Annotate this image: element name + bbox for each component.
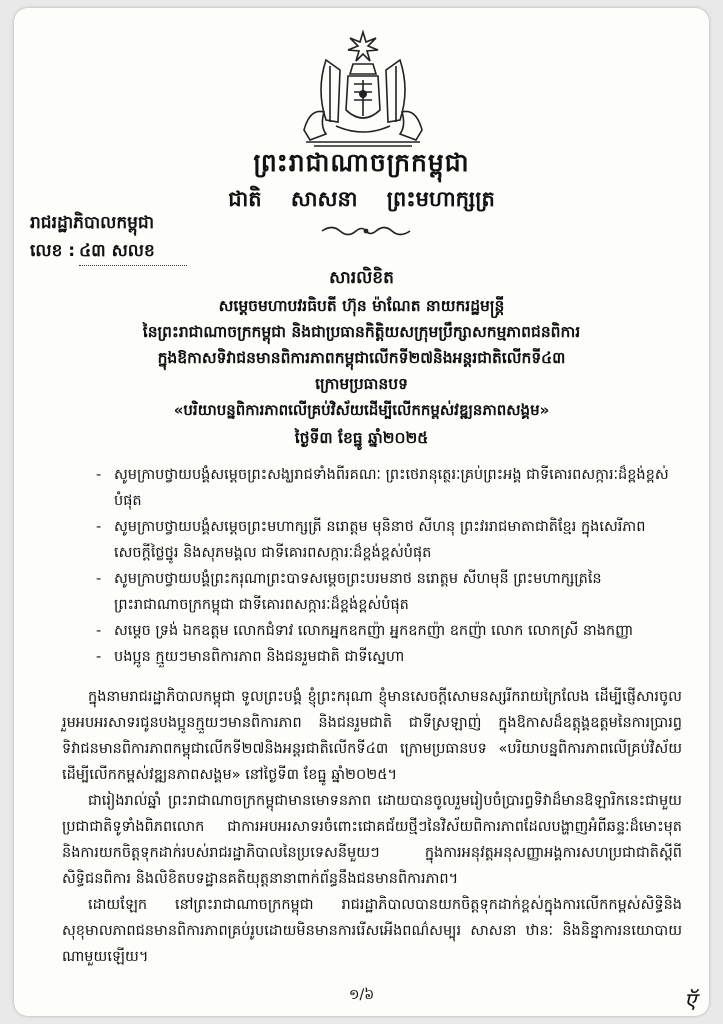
paragraph: ជារៀងរាល់ឆ្នាំ ព្រះរាជាណាចក្រកម្ពុជាមានមោទនភាព ដោយបានចូលរួមរៀបចំប្រារព្ធទិវាដ៏មានឱឡារិកនេះជាមួយប្រជាជាតិទូទាំងពិភពលោក ជាការអបអរសាទរចំពោះជោគជ័យថ្មីៗនៃវិស័យពិការភាពដែលបង្ហាញអំពីឆន្ទៈដ៏មោះមុតនិងការយកចិត្តទុកដាក់របស់រាជរដ្ឋាភិបាលនៃប្រទេសនីមួយៗ ក្នុងការអនុវត្តអនុសញ្ញាអង្គការសហប្រជាជាតិស្តីពីសិទ្ធិជនពិការ និងលិខិតបទដ្ឋានគតិយុត្តនានាពាក់ព័ន្ធនឹងជនមានពិការភាព។ — [62, 793, 682, 887]
kingdom-name: ព្រះរាជាណាចក្រកម្ពុជា — [253, 148, 470, 177]
title-line-3: ក្នុងឱកាសទិវាជនមានពិការភាពកម្ពុជាលើកទី២៧និងអន្តរជាតិលើកទី៤៣ — [157, 349, 566, 367]
reference-number — [30, 240, 187, 266]
ornament-divider-icon — [318, 222, 414, 240]
salutation-list — [96, 462, 686, 670]
title-line-4: ក្រោមប្រធានបទ — [315, 375, 408, 393]
title-line-2: នៃព្រះរាជាណាចក្រកម្ពុជា និងជាប្រធានកិត្តិយសក្រុមប្រឹក្សាសកម្មភាពជនពិការ — [142, 323, 581, 341]
government-heading: រាជរដ្ឋាភិបាលកម្ពុជា — [30, 213, 155, 233]
list-item: - សម្តេច ទ្រង់ ឯកឧត្តម លោកជំទាវ លោកអ្នកឧកញ៉ា អ្នកឧកញ៉ា ឧកញ៉ា លោក លោកស្រី នាងកញ្ញា — [96, 618, 686, 644]
list-item: - បងប្អូន ក្មួយៗមានពិការភាព និងជនរួមជាតិ ជាទីស្នេហា — [96, 644, 686, 670]
title-line-1: សម្តេចមហាបវរធិបតី ហ៊ុន ម៉ាណែត នាយករដ្ឋមន្ត្រី — [218, 297, 505, 315]
reference-label: លេខ : — [30, 241, 76, 261]
list-item: - សូមក្រាបថ្វាយបង្គំសម្តេចព្រះសង្ឃរាជទាំងពីរគណៈ ព្រះថេរានុត្ថេរៈគ្រប់ព្រះអង្គ ជាទីគោរពសក្ការៈដ៏ខ្ពង់ខ្ពស់បំផុត — [96, 462, 686, 514]
message-date: ថ្ងៃទី៣ ខែធ្នូ ឆ្នាំ២០២៥ — [294, 429, 429, 447]
handwritten-initial: ऍ — [684, 989, 697, 1014]
reference-value: ៤៣ សលខ — [79, 240, 187, 266]
theme: «បរិយាបន្នពិការភាពលើគ្រប់វិស័យដើម្បីលើកកម្ពស់វឌ្ឍនភាពសង្គម» — [173, 401, 550, 419]
royal-coat-of-arms-icon — [296, 30, 430, 150]
national-motto: ជាតិ សាសនា ព្រះមហាក្សត្រ — [228, 187, 495, 211]
message-body — [62, 684, 682, 970]
list-item: - សូមក្រាបថ្វាយបង្គំព្រះករុណាព្រះបាទសម្តេចព្រះបរមនាថ នរោត្តម សីហមុនី ព្រះមហាក្សត្រនៃព្រះរាជាណាចក្រកម្ពុជា ជាទីគោរពសក្ការៈដ៏ខ្ពង់ខ្ពស់បំផុត — [96, 566, 686, 618]
list-item: - សូមក្រាបថ្វាយបង្គំសម្តេចព្រះមហាក្សត្រី នរោត្តម មុនិនាថ សីហនុ ព្រះវររាជមាតាជាតិខ្មែរ ក្នុងសេរីភាព សេចក្តីថ្លៃថ្នូរ និងសុភមង្គល ជាទីគោរពសក្ការៈដ៏ខ្ពង់ខ្ពស់បំផុត — [96, 514, 686, 566]
document-type: សារលិខិត — [329, 268, 394, 288]
page-number: ១/៦ — [348, 987, 375, 1003]
paragraph: ក្នុងនាមរាជរដ្ឋាភិបាលកម្ពុជា ទូលព្រះបង្គំ ខ្ញុំព្រះករុណា ខ្ញុំមានសេចក្តីសោមនស្សរីករាយក្រៃលែង ដើម្បីផ្ញើសារចូលរួមអបអរសាទរជូនបងប្អូនក្មួយៗមានពិការភាព និងជនរួមជាតិ ជាទីស្រឡាញ់ ក្នុងឱកាសដ៏ឧត្តុង្គឧត្តមនៃការប្រារព្ធទិវាជនមានពិការភាពកម្ពុជាលើកទី២៧និងអន្តរជាតិលើកទី៤៣ ក្រោមប្រធានបទ «បរិយាបន្នពិការភាពលើគ្រប់វិស័យដើម្បីលើកកម្ពស់វឌ្ឍនភាពសង្គម» នៅថ្ងៃទី៣ ខែធ្នូ ឆ្នាំ២០២៥។ — [62, 689, 682, 783]
paragraph: ដោយឡែក នៅព្រះរាជាណាចក្រកម្ពុជា រាជរដ្ឋាភិបាលបានយកចិត្តទុកដាក់ខ្ពស់ក្នុងការលើកកម្ពស់សិទ្ធិនិងសុខុមាលភាពជនមានពិការភាពគ្រប់រូបដោយមិនមានការរើសអើងពណ៌សម្បុរ សាសនា ឋានៈ និងនិន្នាការនយោបាយណាមួយឡើយ។ — [62, 897, 682, 965]
